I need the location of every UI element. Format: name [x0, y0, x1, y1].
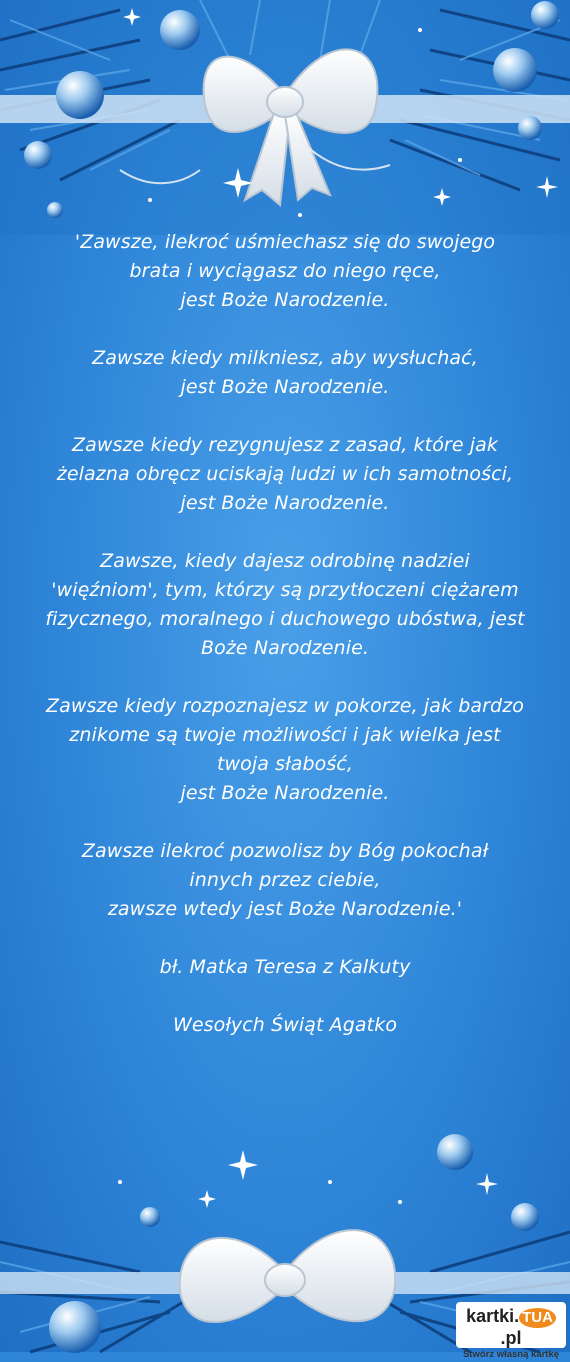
site-logo[interactable]: [456, 1302, 566, 1360]
message-paragraph-6: Zawsze ilekroć pozwolisz by Bóg pokochał innych przez ciebie, zawsze wtedy jest Boże Narodzenie.': [81, 840, 489, 920]
message-paragraph-2: Zawsze kiedy milkniesz, aby wysłuchać, jest Boże Narodzenie.: [92, 347, 478, 398]
top-decoration: [0, 0, 570, 235]
card-message: [20, 228, 550, 1069]
message-paragraph-4: Zawsze, kiedy dajesz odrobinę nadziei 'więźniom', tym, którzy są przytłoczeni ciężarem fizycznego, moralnego i duchowego ubóstwa, jest Boże Narodzenie.: [45, 550, 525, 659]
logo-prefix: kartki.: [466, 1306, 520, 1326]
logo-highlight: TUA: [519, 1308, 556, 1328]
greeting: Wesołych Świąt Agatko: [172, 1014, 398, 1036]
quote-author: bł. Matka Teresa z Kalkuty: [159, 956, 411, 978]
message-paragraph-3: Zawsze kiedy rezygnujesz z zasad, które jak żelazna obręcz uciskają ludzi w ich samotności, jest Boże Narodzenie.: [56, 434, 514, 514]
logo-suffix: .pl: [500, 1328, 522, 1348]
logo-tagline: Stwórz własną kartkę: [462, 1349, 560, 1360]
message-paragraph-5: Zawsze kiedy rozpoznajesz w pokorze, jak bardzo znikome są twoje możliwości i jak wielka jest twoja słabość, jest Boże Narodzenie.: [45, 695, 525, 804]
message-paragraph-1: 'Zawsze, ilekroć uśmiechasz się do swojego brata i wyciągasz do niego ręce, jest Boże Narodzenie.: [74, 231, 496, 311]
